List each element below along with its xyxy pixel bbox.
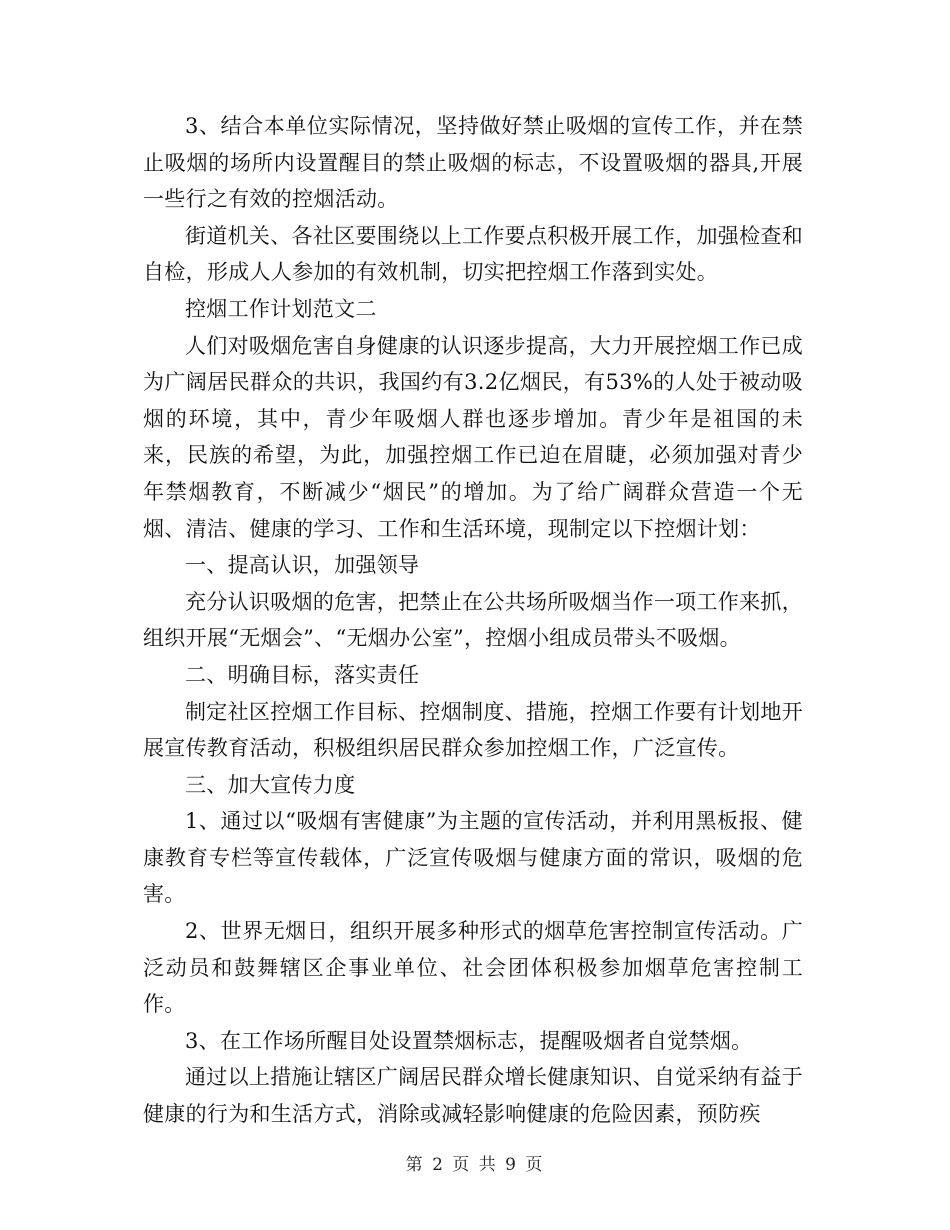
- document-body: [143, 108, 803, 1133]
- paragraph-goals: 制定社区控烟工作目标、控烟制度、措施，控烟工作要有计划地开展宣传教育活动，积极组织居民群众参加控烟工作，广泛宣传。: [143, 699, 803, 761]
- paragraph-introduction: 人们对吸烟危害自身健康的认识逐步提高，大力开展控烟工作已成为广阔居民群众的共识，我国约有3.2亿烟民，有53%的人处于被动吸烟的环境，其中，青少年吸烟人群也逐步增加。青少年是祖国的未来，民族的希望，为此，加强控烟工作已迫在眉睫，必须加强对青少年禁烟教育，不断减少“烟民”的增加。为了给广阔群众营造一个无烟、清洁、健康的学习、工作和生活环境，现制定以下控烟计划：: [143, 333, 803, 541]
- page-number-footer: 第 2 页 共 9 页: [405, 1155, 545, 1175]
- heading-raise-awareness: 一、提高认识，加强领导: [185, 553, 420, 578]
- paragraph-publicity-2: 2、世界无烟日，组织开展多种形式的烟草危害控制宣传活动。广泛动员和鼓舞辖区企事业单位、社会团体积极参加烟草危害控制工作。: [143, 919, 803, 1017]
- heading-define-goals: 二、明确目标，落实责任: [185, 662, 420, 687]
- paragraph-implementation: 街道机关、各社区要围绕以上工作要点积极开展工作，加强检查和自检，形成人人参加的有效机制，切实把控烟工作落到实处。: [143, 223, 803, 285]
- paragraph-no-smoking-signs: 3、结合本单位实际情况，坚持做好禁止吸烟的宣传工作，并在禁止吸烟的场所内设置醒目的禁止吸烟的标志，不设置吸烟的器具,开展一些行之有效的控烟活动。: [143, 114, 803, 212]
- paragraph-publicity-1: 1、通过以“吸烟有害健康”为主题的宣传活动，并利用黑板报、健康教育专栏等宣传载体，广泛宣传吸烟与健康方面的常识，吸烟的危害。: [143, 809, 803, 907]
- paragraph-awareness: 充分认识吸烟的危害，把禁止在公共场所吸烟当作一项工作来抓，组织开展“无烟会”、“无烟办公室”，控烟小组成员带头不吸烟。: [143, 589, 803, 651]
- section-title-plan-two: 控烟工作计划范文二: [185, 296, 377, 321]
- paragraph-publicity-3: 3、在工作场所醒目处设置禁烟标志，提醒吸烟者自觉禁烟。: [185, 1028, 753, 1053]
- heading-increase-publicity: 三、加大宣传力度: [185, 772, 356, 797]
- paragraph-conclusion: 通过以上措施让辖区广阔居民群众增长健康知识、自觉采纳有益于健康的行为和生活方式，消除或减轻影响健康的危险因素，预防疾: [143, 1065, 803, 1127]
